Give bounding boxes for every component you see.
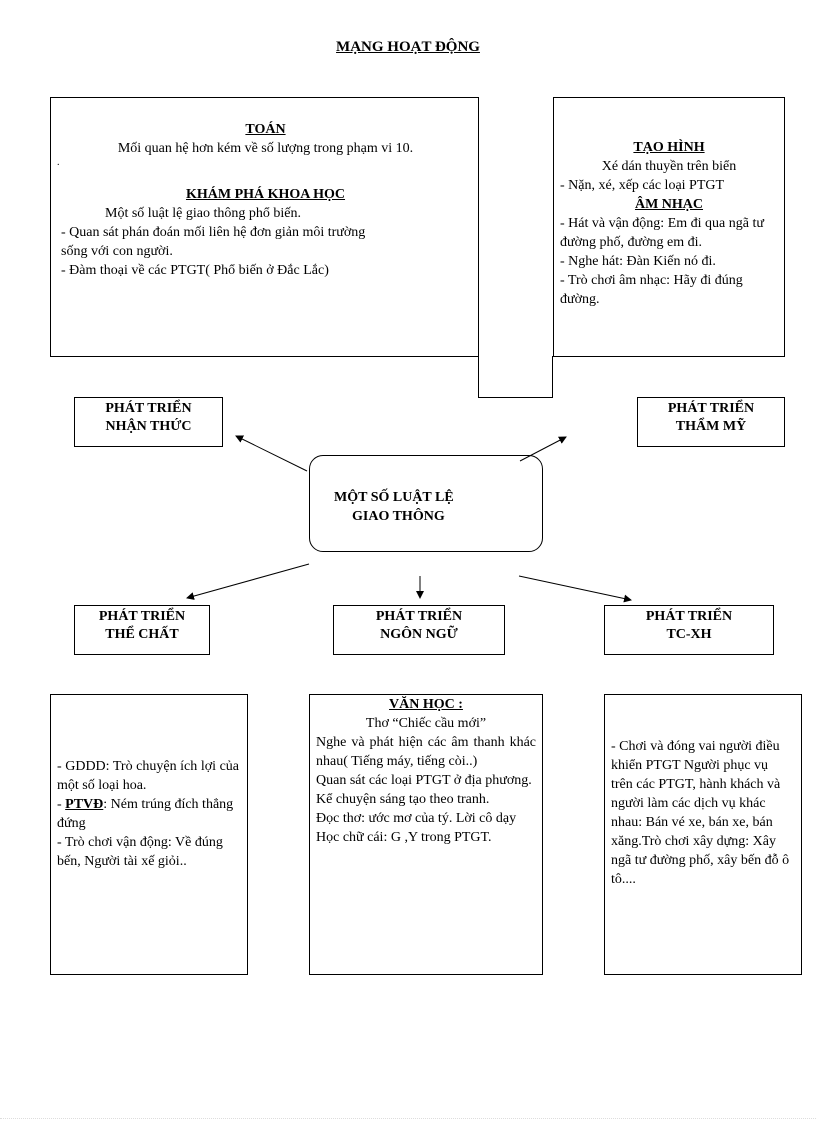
arrow-to-tcxh xyxy=(519,576,631,600)
center-line-1: MỘT SỐ LUẬT LỆ xyxy=(334,490,454,505)
van-hoc-line-1: Nghe và phát hiện các âm thanh khác nhau( Tiếng máy, tiếng còi..) xyxy=(316,735,536,769)
taohinh-line-1: Xé dán thuyền trên biển xyxy=(601,159,737,174)
label-the-chat-line-2: THỂ CHẤT xyxy=(105,627,179,642)
label-nhan-thuc-line-2: NHẬN THỨC xyxy=(105,419,192,434)
van-hoc-line-2: Quan sát các loại PTGT ở địa phương. xyxy=(316,773,532,788)
van-hoc-line-3: Kể chuyện sáng tạo theo tranh. xyxy=(316,792,490,807)
label-tcxh-line-1: PHÁT TRIỂN xyxy=(645,609,733,624)
label-ngon-ngu-line-2: NGÔN NGỮ xyxy=(380,627,458,642)
tcxh-activity-text: - Chơi và đóng vai người điều khiển PTGT Người phục vụ trên các PTGT, hành khách và người làm các dịch vụ khác nhau: Bán vé xe, bán xe, bán xăng.Trò chơi xây dựng: Xây ngã tư đường phố, xây bến đỗ ô tô.... xyxy=(611,739,790,887)
amnhac-line-1: - Hát và vận động: Em đi qua ngã tư đường phố, đường em đi. xyxy=(560,216,764,250)
arrow-to-the-chat xyxy=(187,564,309,598)
taohinh-heading: TẠO HÌNH xyxy=(633,140,705,155)
dot-marker: . xyxy=(57,157,60,168)
ptvd-label: PTVĐ xyxy=(65,797,104,812)
ptvd-text: - PTVĐ: Ném trúng đích thẳng đứng xyxy=(57,797,234,831)
taohinh-line-2: - Nặn, xé, xếp các loại PTGT xyxy=(560,178,725,193)
label-the-chat-line-1: PHÁT TRIỂN xyxy=(98,609,186,624)
bottom-right-activity-box xyxy=(604,694,802,975)
kpkh-line-3: - Đàm thoại về các PTGT( Phổ biến ở Đắc Lắc) xyxy=(61,263,329,278)
amnhac-heading: ÂM NHẠC xyxy=(634,197,704,212)
van-hoc-heading: VĂN HỌC : xyxy=(389,697,463,712)
kpkh-line-1: Một số luật lệ giao thông phổ biến. xyxy=(105,206,301,221)
kpkh-heading: KHÁM PHÁ KHOA HỌC xyxy=(185,187,346,202)
arrow-to-tham-my xyxy=(520,437,566,461)
ptvd-detail: : Ném trúng đích thẳng đứng xyxy=(57,797,234,831)
van-hoc-subtitle: Thơ “Chiếc cầu mới” xyxy=(365,716,487,731)
kpkh-line-2: - Quan sát phán đoán mối liên hệ đơn giản môi trường sống với con người. xyxy=(61,225,366,259)
amnhac-line-3: - Trò chơi âm nhạc: Hãy đi đúng đường. xyxy=(560,273,743,307)
arrow-to-nhan-thuc xyxy=(236,436,307,471)
label-ngon-ngu-line-1: PHÁT TRIỂN xyxy=(375,609,463,624)
bottom-left-activity-box xyxy=(50,694,248,975)
toan-text: Mối quan hệ hơn kém về số lượng trong phạm vi 10. xyxy=(117,141,414,156)
tro-choi-van-dong-text: - Trò chơi vận động: Về đúng bến, Người tài xế giỏi.. xyxy=(57,835,223,869)
label-tcxh-line-2: TC-XH xyxy=(666,627,712,642)
page-footer-divider xyxy=(0,1118,816,1119)
van-hoc-line-4: Đọc thơ: ước mơ của tý. Lời cô dạy xyxy=(316,811,517,826)
page-title: MẠNG HOẠT ĐỘNG xyxy=(336,39,480,55)
gddd-text: - GDDD: Trò chuyện ích lợi của một số loại hoa. xyxy=(57,759,239,793)
label-tham-my-line-1: PHÁT TRIỂN xyxy=(667,401,755,416)
center-line-2: GIAO THÔNG xyxy=(352,509,445,524)
amnhac-line-2: - Nghe hát: Đàn Kiến nó đi. xyxy=(560,254,716,269)
van-hoc-line-5: Học chữ cái: G ,Y trong PTGT. xyxy=(316,830,492,845)
label-tham-my-line-2: THẨM MỸ xyxy=(675,419,747,434)
label-nhan-thuc-line-1: PHÁT TRIỂN xyxy=(105,401,192,416)
toan-heading: TOÁN xyxy=(245,122,286,137)
bottom-middle-activity-box xyxy=(309,694,543,975)
